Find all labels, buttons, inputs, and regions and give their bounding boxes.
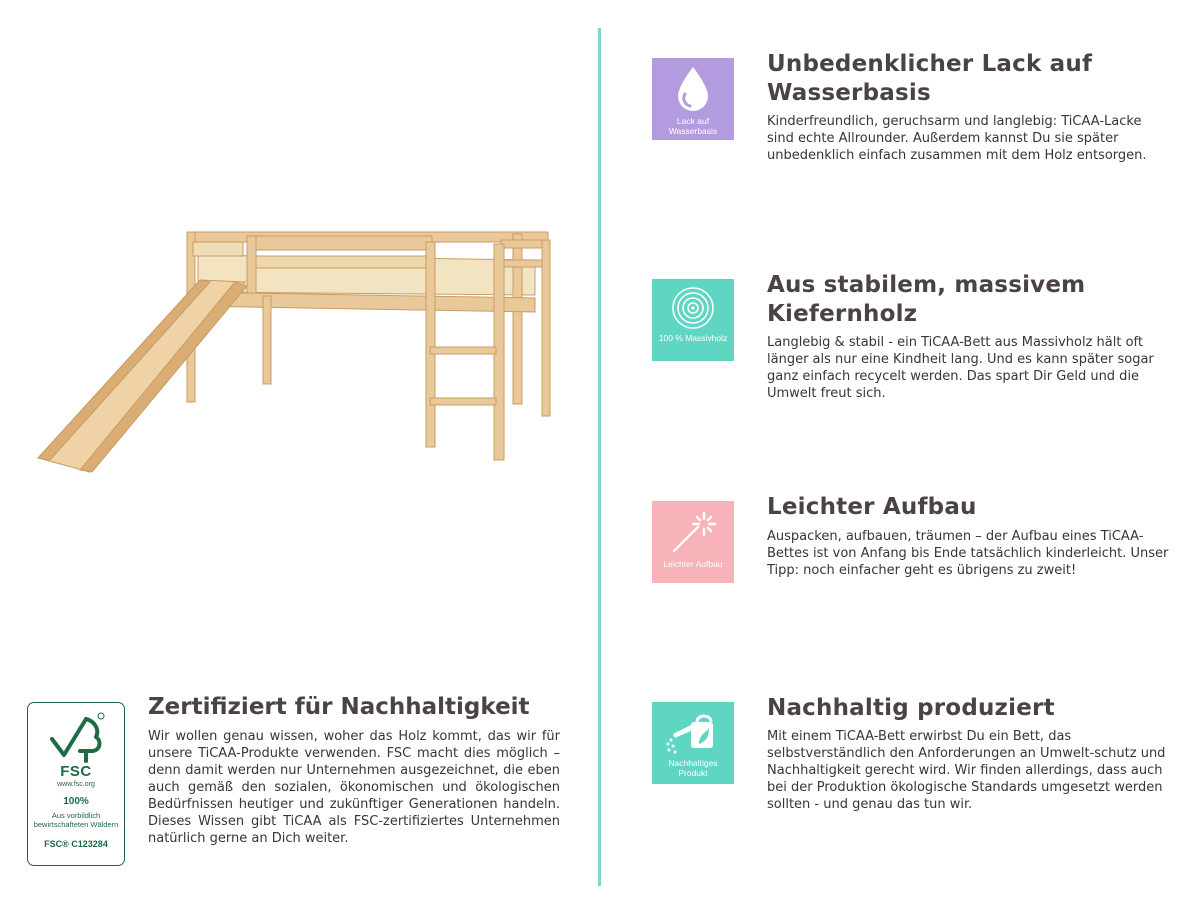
feature-badge — [652, 58, 734, 140]
certification-title: Zertifiziert für Nachhaltigkeit — [148, 694, 530, 720]
badge-label: Leichter Aufbau — [663, 559, 723, 569]
fsc-name: FSC — [60, 763, 92, 780]
certification-text: Wir wollen genau wissen, woher das Holz kommt, das wir für unsere TiCAA-Produkte verwenden. FSC macht dies möglich – denn damit werden nur Unternehmen ausgezeichnet, die eben auch gemäß den sozialen, ökonomischen und ökologischen Bedürfnissen heutiger und zukünftiger Generationen handeln. Dieses Wissen gibt TiCAA als FSC-zertifiziertes Unternehmen natürlich gerne an Dich weiter. — [148, 729, 560, 846]
feature-title: Unbedenklicher Lack auf Wasserbasis — [767, 51, 1093, 106]
fsc-label: Aus vorbildlich bewirtschafteten Wäldern — [33, 811, 119, 829]
fsc-code: FSC® C123284 — [44, 839, 108, 849]
feature-badge — [652, 279, 734, 361]
feature-badge — [652, 702, 734, 784]
feature-title: Aus stabilem, massivem Kiefernholz — [767, 272, 1086, 327]
fsc-logo — [27, 702, 125, 866]
fsc-percent: 100% — [63, 796, 89, 807]
vertical-divider — [598, 28, 601, 886]
magic-wand-icon — [668, 507, 718, 557]
badge-label: 100 % Massivholz — [658, 333, 728, 343]
badge-label: Nachhaltiges Produkt — [668, 758, 718, 778]
water-drop-icon — [673, 64, 713, 114]
feature-badge — [652, 501, 734, 583]
feature-text: Auspacken, aufbauen, träumen – der Aufbau eines TiCAA-Bettes ist von Anfang bis Ende tatsächlich kinderleicht. Unser Tipp: noch einfacher geht es übrigens zu zweit! — [767, 529, 1169, 578]
feature-text: Mit einem TiCAA-Bett erwirbst Du ein Bett, das selbstverständlich den Anforderungen an Umwelt-schutz und Nachhaltigkeit gerecht wird. Wir finden allerdings, dass auch bei der Produktion ökologische Standards umgesetzt werden sollten - und genau das tun wir. — [767, 729, 1166, 812]
watering-can-icon — [665, 708, 721, 756]
feature-text: Langlebig & stabil - ein TiCAA-Bett aus Massivholz hält oft länger als nur eine Kindheit lang. Und es kann später sogar ganz einfach recycelt werden. Das spart Dir Geld und die Umwelt freut sich. — [767, 335, 1154, 401]
loft-bed-with-slide-image — [30, 220, 560, 480]
feature-text: Kinderfreundlich, geruchsarm und langlebig: TiCAA-Lacke sind echte Allrounder. Außerdem kannst Du sie später unbedenklich einfach zusammen mit dem Holz entsorgen. — [767, 114, 1147, 163]
feature-title: Nachhaltig produziert — [767, 695, 1055, 721]
fsc-url: www.fsc.org — [57, 781, 95, 788]
feature-title: Leichter Aufbau — [767, 494, 977, 520]
fsc-tree-checkmark-icon — [46, 711, 106, 763]
wood-rings-icon — [670, 285, 716, 331]
badge-label: Lack auf Wasserbasis — [668, 116, 718, 136]
